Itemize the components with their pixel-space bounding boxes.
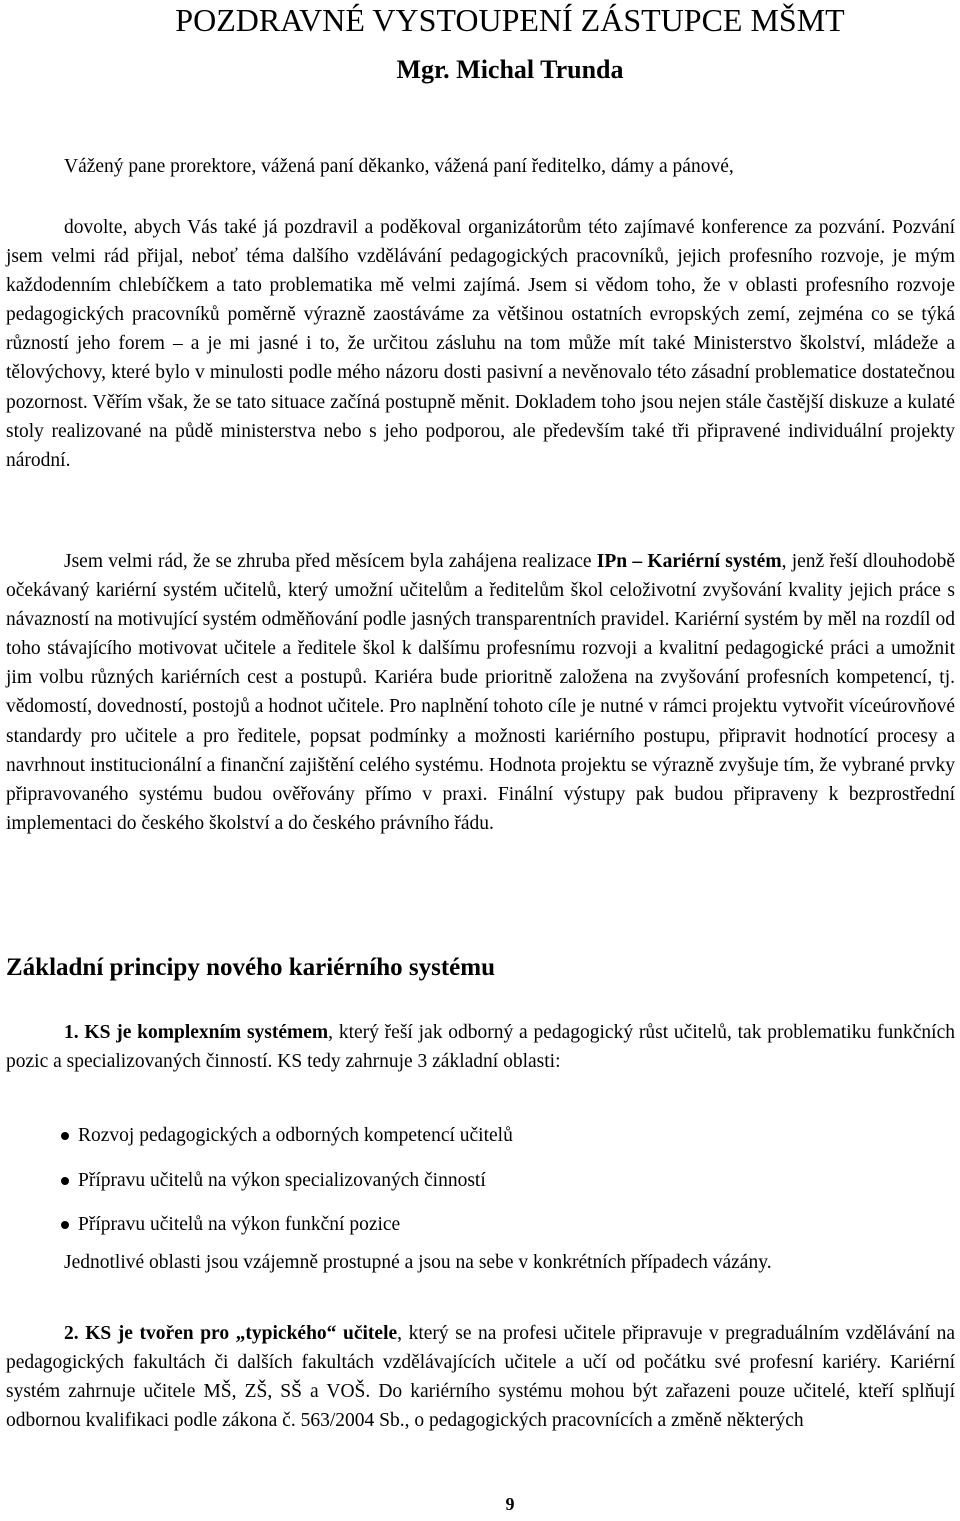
page-number: 9: [505, 1494, 515, 1514]
page-title: POZDRAVNÉ VYSTOUPENÍ ZÁSTUPCE MŠMT: [175, 2, 845, 38]
ipn-project-name: IPn – Kariérní systém: [596, 551, 782, 572]
ipn-paragraph-start: Jsem velmi rád, že se zhruba před měsícem byla zahájena realizace: [64, 551, 597, 572]
bullet-icon: [61, 1221, 69, 1229]
areas-note-paragraph: Jednotlivé oblasti jsou vzájemně prostupné a jsou na sebe v konkrétních případech vázány.: [64, 1252, 772, 1273]
principle-1-text: , který řeší jak odborný a pedagogický růst učitelů, tak problematiku funkčních pozic a specializovaných činností. KS tedy zahrnuje 3 základní oblasti:: [6, 1022, 955, 1073]
list-item: [58, 1122, 513, 1167]
intro-paragraph: dovolte, abych Vás také já pozdravil a poděkoval organizátorům této zajímavé konference za pozvání. Pozvání jsem velmi rád přijal, neboť téma dalšího vzdělávání pedagogických pracovníků, jejich profesního rozvoje, je mým každodenním chlebíčkem a tato problematika mě velmi zajímá. Jsem si vědom toho, že v oblasti profesního rozvoje pedagogických pracovníků poměrně výrazně zaostáváme za většinou ostatních evropských zemí, zejména co se týká růzností jeho forem – a je mi jasné i to, že určitou zásluhu na tom může mít také Ministerstvo školství, mládeže a tělovýchovy, které bylo v minulosti podle mého názoru dosti pasivní a nevěnovalo této zásadní problematice dostatečnou pozornost. Věřím však, že se tato situace začíná postupně měnit. Dokladem toho jsou nejen stále častější diskuze a kulaté stoly realizované na půdě ministerstva nebo s jeho podporou, ale především také tři připravené individuální projekty národní.: [6, 217, 955, 471]
list-item: [58, 1167, 513, 1212]
principle-2-paragraph: [6, 1319, 955, 1435]
principle-1-title: 1. KS je komplexním systémem: [64, 1022, 329, 1043]
areas-list: [58, 1122, 513, 1256]
ipn-paragraph: [6, 547, 955, 838]
principle-1-paragraph: [6, 1018, 955, 1076]
list-item-text: Rozvoj pedagogických a odborných kompetencí učitelů: [78, 1125, 513, 1146]
list-item-text: Přípravu učitelů na výkon funkční pozice: [78, 1214, 401, 1235]
principle-2-title: 2. KS je tvořen pro „typického“ učitele: [64, 1323, 398, 1344]
bullet-icon: [61, 1177, 69, 1185]
list-item-text: Přípravu učitelů na výkon specializovaných činností: [78, 1169, 486, 1191]
bullet-icon: [61, 1132, 69, 1140]
author-name: Mgr. Michal Trunda: [396, 55, 624, 84]
principle-2-text: , který se na profesi učitele připravuje v pregraduálním vzdělávání na pedagogických fakultách či dalších fakultách vzdělávajících učitele a učí od počátku své profesní kariéry. Kariérní systém zahrnuje učitele MŠ, ZŠ, SŠ a VOŠ. Do kariérního systému mohou být zařazeni pouze učitelé, kteří splňují odbornou kvalifikaci podle zákona č. 563/2004 Sb., o pedagogických pracovnících a změně některých: [6, 1323, 956, 1432]
greeting: Vážený pane prorektore, vážená paní děkanko, vážená paní ředitelko, dámy a pánové,: [64, 156, 734, 177]
section-heading: Základní principy nového kariérního systému: [6, 954, 495, 981]
ipn-paragraph-rest: , jenž řeší dlouhodobě očekávaný kariérní systém učitelů, který umožní učitelům a ředitelům škol celoživotní zvyšování kvality jejich práce s návazností na motivující systém odměňování podle jasných transparentních pravidel. Kariérní systém by měl na rozdíl od toho stávajícího motivovat učitele a ředitele škol k dalšímu profesnímu rozvoji a kvalitní pedagogické práci a umožnit jim volbu různých kariérních cest a postupů. Kariéra bude prioritně založena na zvyšování profesních kompetencí, tj. vědomostí, dovedností, postojů a hodnot učitele. Pro naplnění tohoto cíle je nutné v rámci projektu vytvořit víceúrovňové standardy pro učitele a pro ředitele, popsat podmínky a možnosti kariérního postupu, připravit hodnotící procesy a navrhnout institucionální a finanční zajištění celého systému. Hodnota projektu se výrazně zvyšuje tím, že vybrané prvky připravovaného systému budou ověřovány přímo v praxi. Finální výstupy pak budou připraveny k bezprostřední implementaci do českého školství a do českého právního řádu.: [6, 551, 955, 834]
